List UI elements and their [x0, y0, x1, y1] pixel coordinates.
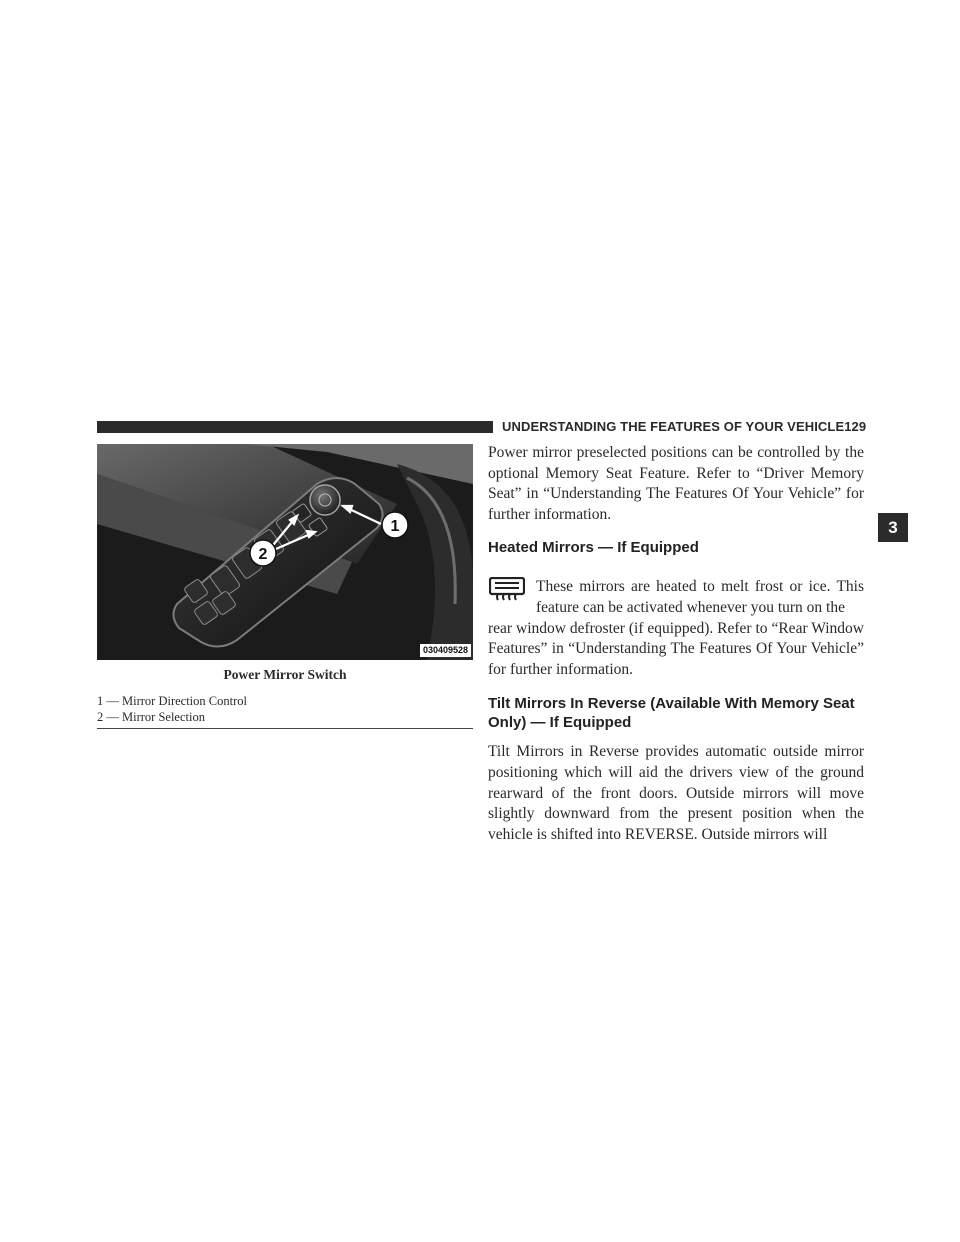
legend-divider	[97, 728, 473, 729]
intro-paragraph: Power mirror preselected positions can be controlled by the optional Memory Seat Feature. Refer to “Driver Memory Seat” in “Understanding The Features Of Your Vehicle” for further information.	[488, 444, 864, 523]
callout-2-label: 2	[258, 546, 268, 563]
page-number: 129	[844, 418, 867, 434]
heated-mirrors-heading: Heated Mirrors — If Equipped	[488, 539, 699, 557]
figure-code: 030409528	[420, 644, 471, 657]
legend-item-2: 2 — Mirror Selection	[97, 710, 205, 724]
door-panel-illustration	[97, 444, 473, 660]
rear-defroster-icon	[489, 577, 525, 601]
legend-item-1: 1 — Mirror Direction Control	[97, 694, 247, 708]
power-mirror-switch-photo	[97, 444, 473, 660]
callout-1	[382, 512, 408, 538]
tilt-mirrors-heading: Tilt Mirrors In Reverse (Available With Memory Seat Only) — If Equipped	[488, 695, 855, 732]
figure-legend	[97, 693, 473, 725]
callout-1-label: 1	[390, 518, 400, 535]
callout-2	[250, 540, 276, 566]
heated-mirrors-section	[488, 577, 864, 680]
running-header	[502, 416, 867, 436]
section-title: UNDERSTANDING THE FEATURES OF YOUR VEHICLE	[502, 418, 845, 434]
tilt-mirrors-paragraph: Tilt Mirrors in Reverse provides automatic outside mirror positioning which will aid the drivers view of the ground rearward of the front doors. Outside mirrors will move slightly downward from the present position when the vehicle is shifted into REVERSE. Outside mirrors will	[488, 743, 864, 843]
chapter-tab: 3	[878, 513, 908, 542]
body-column	[488, 443, 864, 845]
header-rule	[97, 421, 493, 433]
figure-caption: Power Mirror Switch	[223, 667, 347, 682]
heated-paragraph-first: These mirrors are heated to melt frost or ice. This feature can be activated whenever you turn on the	[536, 578, 864, 616]
heated-paragraph-rest: rear window defroster (if equipped). Refer to “Rear Window Features” in “Understanding The Features Of Your Vehicle” for further information.	[488, 619, 864, 678]
